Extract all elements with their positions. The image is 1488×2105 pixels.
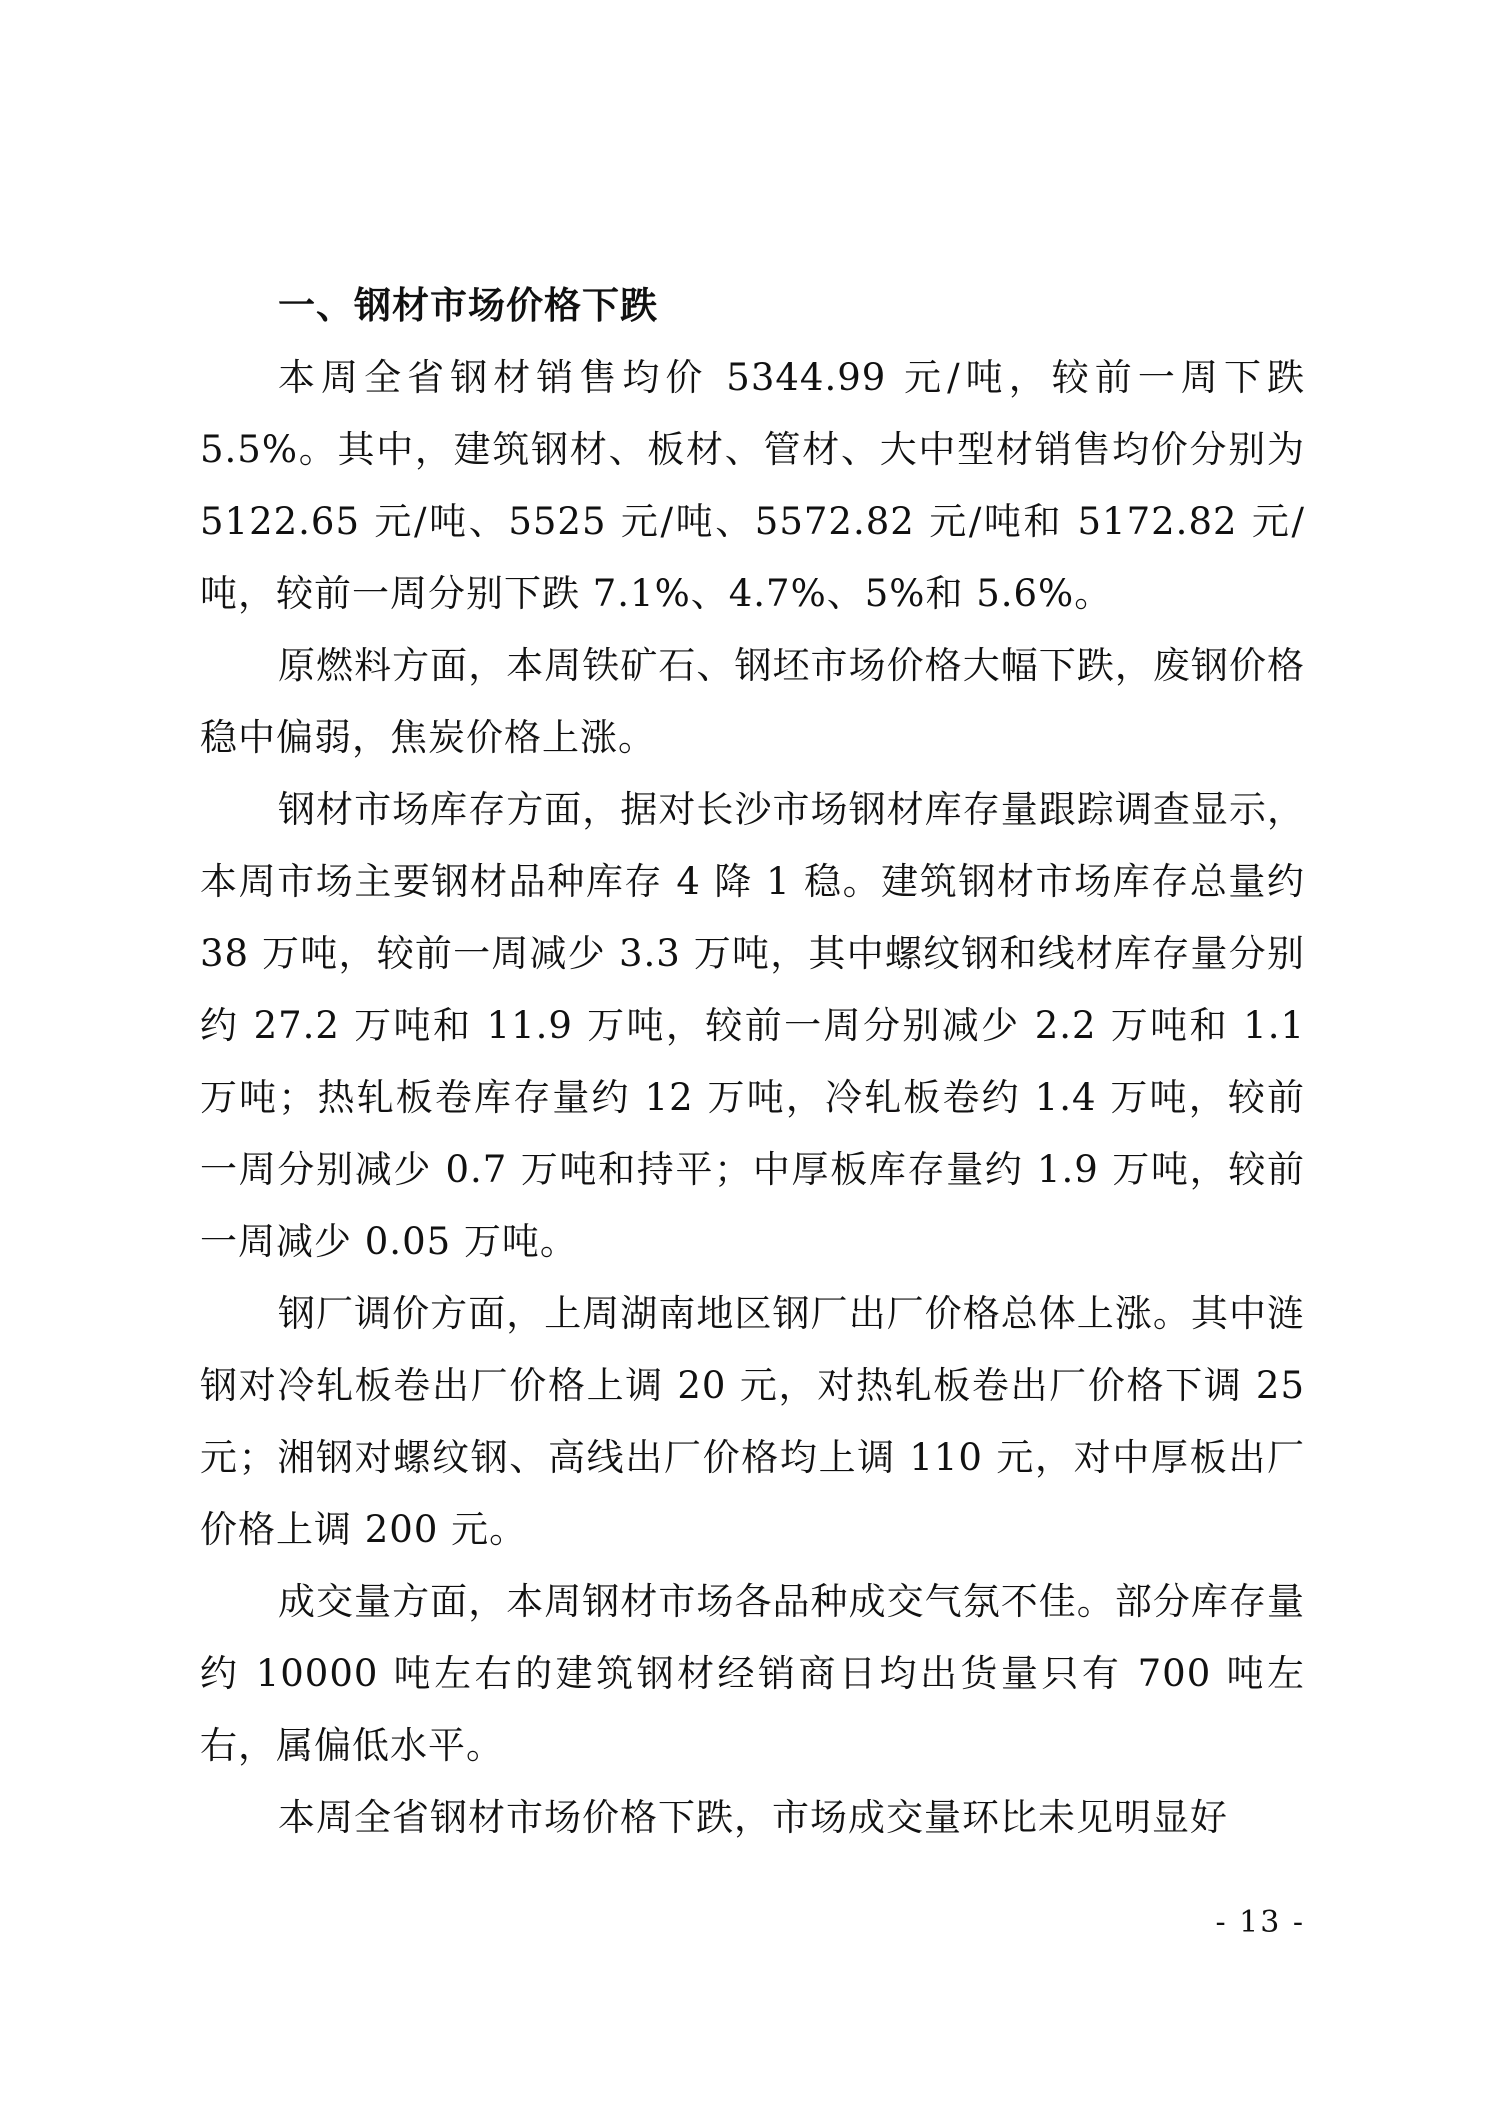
paragraph-raw-materials: 原燃料方面，本周铁矿石、钢坯市场价格大幅下跌，废钢价格稳中偏弱，焦炭价格上涨。	[200, 644, 1305, 759]
paragraph-price: 本周全省钢材销售均价 5344.99 元/吨，较前一周下跌 5.5%。其中，建筑钢材、板材、管材、大中型材销售均价分别为 5122.65 元/吨、5525 元/吨、5572.82 元/吨和 5172.82 元/吨，较前一周分别下跌 7.1%、4.7%、5%和 5.6%。	[200, 356, 1305, 615]
section-heading: 一、钢材市场价格下跌	[278, 284, 658, 327]
paragraph-summary: 本周全省钢材市场价格下跌，市场成交量环比未见明显好	[278, 1796, 1228, 1839]
paragraph-inventory: 钢材市场库存方面，据对长沙市场钢材库存量跟踪调查显示，本周市场主要钢材品种库存 4 降 1 稳。建筑钢材市场库存总量约 38 万吨，较前一周减少 3.3 万吨，其中螺纹钢和线材库存量分别约 27.2 万吨和 11.9 万吨，较前一周分别减少 2.2 万吨和 1.1 万吨；热轧板卷库存量约 12 万吨，冷轧板卷约 1.4 万吨，较前一周分别减少 0.7 万吨和持平；中厚板库存量约 1.9 万吨，较前一周减少 0.05 万吨。	[200, 788, 1305, 1263]
page-number: - 13 -	[1215, 1905, 1305, 1940]
document-body	[200, 270, 1305, 1854]
paragraph-volume: 成交量方面，本周钢材市场各品种成交气氛不佳。部分库存量约 10000 吨左右的建筑钢材经销商日均出货量只有 700 吨左右，属偏低水平。	[200, 1580, 1305, 1767]
paragraph-mill-pricing: 钢厂调价方面，上周湖南地区钢厂出厂价格总体上涨。其中涟钢对冷轧板卷出厂价格上调 20 元，对热轧板卷出厂价格下调 25 元；湘钢对螺纹钢、高线出厂价格均上调 110 元，对中厚板出厂价格上调 200 元。	[200, 1292, 1305, 1551]
